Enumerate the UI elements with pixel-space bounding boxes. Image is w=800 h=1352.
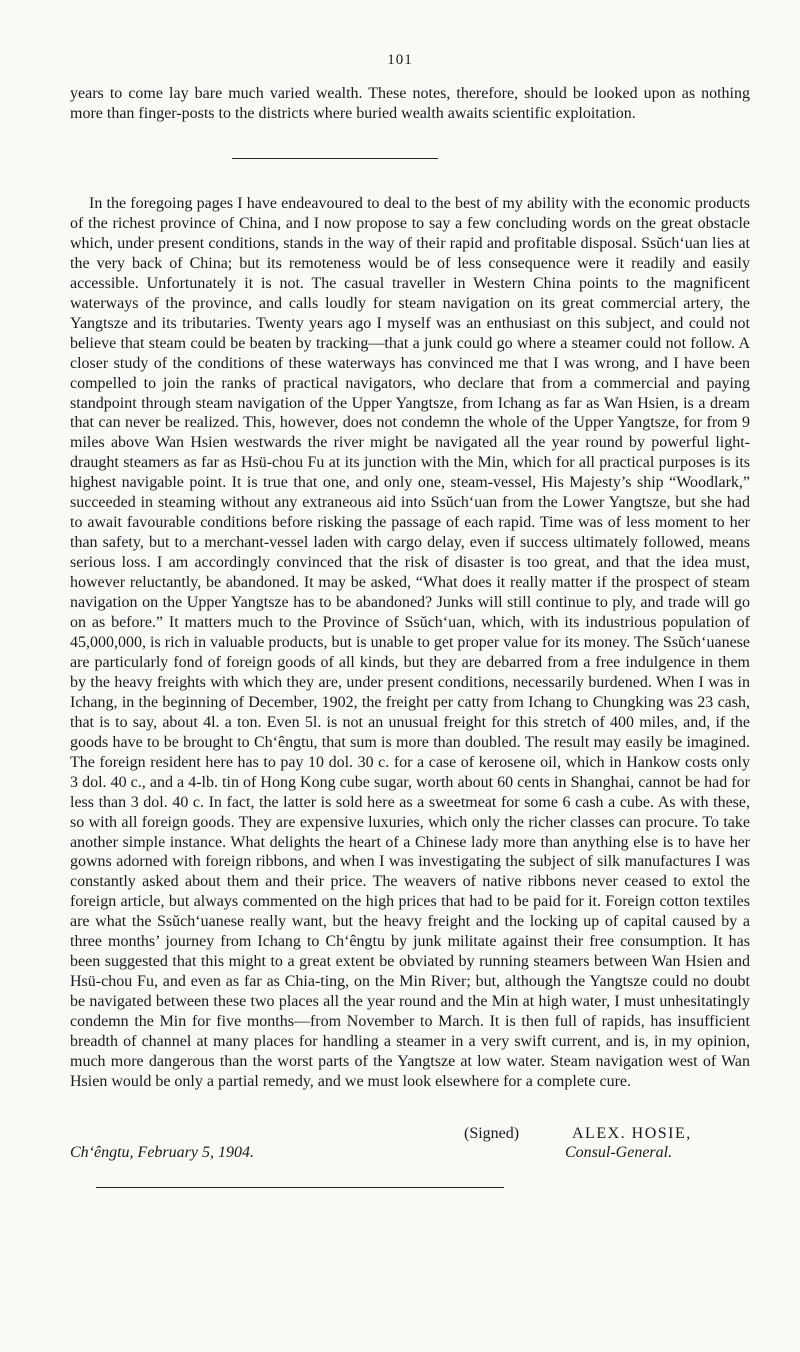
signed-label: (Signed)	[464, 1125, 520, 1142]
letter-body: In the foregoing pages I have endeavoured to deal to the best of my ability with the economic products of the richest province of China, and I now propose to say a few concluding words on the great obstacle which, under present conditions, stands in the way of their rapid and profitable disposal. Ssŭch‘uan lies at the very back of China; but its remoteness would be of less consequence were it readily and easily accessible. Unfortunately it is not. The casual traveller in Western China points to the magnificent waterways of the province, and calls loudly for steam navigation on its great commercial artery, the Yangtsze and its tributaries. Twenty years ago I myself was an enthusiast on this subject, and could not believe that steam could be beaten by tracking—that a junk could go where a steamer could not follow. A closer study of the conditions of these waterways has convinced me that I was wrong, and I have been compelled to join the ranks of practical navigators, who declare that from a commercial and paying standpoint through steam navigation of the Upper Yangtsze, from Ichang as far as Wan Hsien, is a dream that can never be realized. This, however, does not condemn the whole of the Upper Yangtsze, for from 9 miles above Wan Hsien westwards the river might be navigated all the year round by powerful light-draught steamers as far as Hsü-chou Fu at its junction with the Min, which for all practical purposes is its highest navigable point. It is true that one, and only one, steam-vessel, His Majesty’s ship “Woodlark,” succeeded in steaming without any extraneous aid into Ssŭch‘uan from the Lower Yangtsze, but she had to await favourable conditions before risking the passage of each rapid. Time was of less moment to her than safety, but to a merchant-vessel laden with cargo delay, even if success ultimately followed, means serious loss. I am accordingly convinced that the risk of disaster is too great, and that the idea must, however reluctantly, be abandoned. It may be asked, “What does it really matter if the prospect of steam navigation on the Upper Yangtsze has to be abandoned? Junks will still continue to ply, and trade will go on as before.” It matters much to the Province of Ssŭch‘uan, which, with its industrious population of 45,000,000, is rich in valuable products, but is unable to get proper value for its money. The Ssŭch‘uanese are particularly fond of foreign goods of all kinds, but they are debarred from a free indulgence in them by the heavy freights with which they are, under present conditions, necessarily burdened. When I was in Ichang, in the beginning of December, 1902, the freight per catty from Ichang to Chungking was 23 cash, that is to say, about 4l. a ton. Even 5l. is not an unusual freight for this stretch of 400 miles, and, if the goods have to be brought to Ch‘êngtu, that sum is more than doubled. The result may easily be imagined. The foreign resident here has to pay 10 dol. 30 c. for a case of kerosene oil, which in Hankow costs only 3 dol. 40 c., and a 4-lb. tin of Hong Kong cube sugar, worth about 60 cents in Shanghai, cannot be had for less than 3 dol. 40 c. In fact, the latter is sold here as a sweetmeat for some 6 cash a cube. As with these, so with all foreign goods. They are expensive luxuries, which only the richer classes can procure. To take another simple instance. What delights the heart of a Chinese lady more than anything else is to have her gowns adorned with foreign ribbons, and when I was investigating the subject of silk manufactures I was constantly asked about them and their price. The weavers of native ribbons never ceased to extol the foreign article, but always commented on the high prices that had to be paid for it. Foreign cotton textiles are what the Ssŭch‘uanese really want, but the heavy freight and the locking up of capital caused by a three months’ journey from Ichang to Ch‘êngtu by junk militate against their free consumption. It has been suggested that this might to a great extent be obviated by running steamers between Wan Hsien and Hsü-chou Fu, and even as far as Chia-ting, on the Min River; but, although the Yangtsze could no doubt be navigated between these two places all the year round and the Min at high water, I must unhesitatingly condemn the Min for five months—from November to March. It is then full of rapids, has insufficient breadth of channel at many places for handling a steamer in a very swift current, and is, in my opinion, much more dangerous than the worst parts of the Yangtsze at low water. Steam navigation west of Wan Hsien would be only a partial remedy, and we must look elsewhere for a complete cure.	[70, 195, 750, 1090]
closing-divider	[96, 1187, 358, 1188]
closing-divider-extension	[358, 1187, 504, 1188]
page-number: 101	[387, 52, 413, 68]
section-divider	[232, 158, 438, 159]
signer-name: ALEX. HOSIE,	[572, 1125, 692, 1142]
place-date: Ch‘êngtu, February 5, 1904.	[70, 1144, 254, 1161]
signer-title: Consul-General.	[565, 1144, 673, 1161]
continuation-paragraph: years to come lay bare much varied wealth. These notes, therefore, should be looked upon as nothing more than finger-posts to the districts where buried wealth awaits scientific exploitation.	[70, 85, 750, 122]
